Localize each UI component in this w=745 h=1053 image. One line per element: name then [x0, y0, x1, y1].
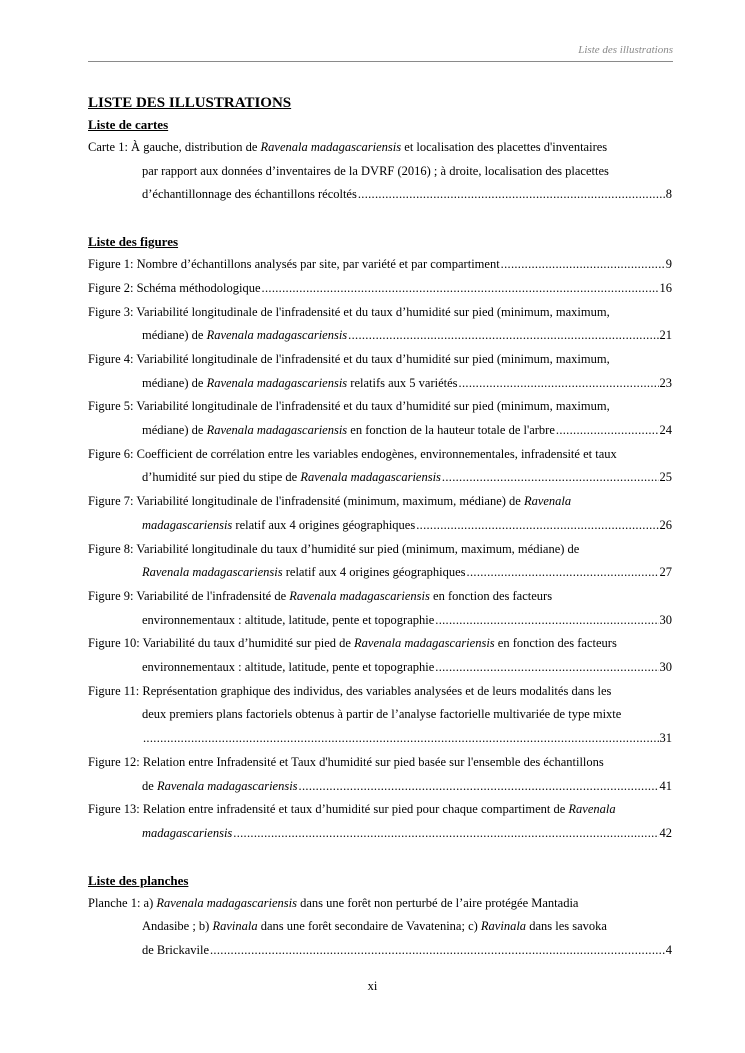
species-name: Ravenala madagascariensis: [206, 328, 348, 343]
toc-section: [88, 114, 672, 207]
entry-line: [88, 703, 672, 727]
entry-text-segment: deux premiers plans factoriels obtenus à partir de l’analyse factorielle multivariée de type mixte: [142, 707, 622, 722]
entry-text: [142, 419, 555, 443]
entry-text-segment: en fonction de la hauteur totale de l'arbre: [347, 423, 555, 438]
entry-text-segment: dans une forêt secondaire de Vavatenina; c): [257, 919, 481, 934]
entry-text-segment: Figure 2: Schéma méthodologique: [88, 280, 261, 295]
species-name: Ravenala madagascariensis: [156, 778, 298, 793]
dot-leader: [233, 822, 658, 846]
entry-text: [142, 324, 347, 348]
dot-leader: [143, 727, 659, 751]
entry-text-segment: d’humidité sur pied du stipe de: [142, 470, 301, 485]
toc-entry[interactable]: [88, 253, 672, 277]
entry-line: [88, 253, 672, 277]
section-spacer: [88, 846, 672, 870]
dot-leader: [262, 277, 659, 301]
toc-entry[interactable]: [88, 277, 672, 301]
toc-entry[interactable]: [88, 751, 672, 798]
entry-line: [88, 680, 672, 704]
entry-text: [88, 253, 500, 277]
dot-leader: [348, 324, 658, 348]
entry-text-segment: dans une forêt non perturbé de l’aire protégée Mantadia: [297, 895, 579, 910]
species-name: Ravenala madagascariensis: [300, 470, 441, 485]
entry-line: [88, 727, 672, 751]
entry-text: [142, 939, 209, 963]
entry-page-number: 9: [665, 257, 672, 272]
entry-line: [88, 822, 672, 846]
entry-line: [88, 751, 672, 775]
section-heading: Liste de cartes: [88, 117, 169, 132]
entry-line: [88, 301, 672, 325]
entry-text-segment: Figure 5: Variabilité longitudinale de l'infradensité et du taux d’humidité sur pied (minimum, maximum,: [88, 399, 610, 414]
entry-line: [88, 632, 672, 656]
dot-leader: [210, 939, 665, 963]
entry-text: [142, 514, 415, 538]
entry-line: [88, 775, 672, 799]
entry-line: [88, 609, 672, 633]
entry-text-segment: Planche 1: a): [88, 895, 157, 910]
entry-text: [142, 372, 458, 396]
dot-leader: [435, 656, 658, 680]
header-rule: [88, 61, 673, 62]
entry-text-segment: et localisation des placettes d'inventaires: [401, 140, 608, 154]
entry-page-number: 25: [659, 470, 672, 485]
entry-line: [88, 136, 672, 160]
entry-text-segment: relatif aux 4 origines géographiques: [282, 565, 466, 580]
dot-leader: [556, 419, 659, 443]
species-name: Ravenala: [523, 494, 572, 509]
entry-page-number: 41: [659, 778, 672, 793]
species-name: Ravenala madagascariensis: [142, 565, 283, 580]
entry-text-segment: Figure 3: Variabilité longitudinale de l'infradensité et du taux d’humidité sur pied (minimum, maximum,: [88, 304, 610, 319]
toc-section: [88, 207, 672, 846]
dot-leader: [459, 372, 659, 396]
entry-text-segment: par rapport aux données d’inventaires de la DVRF (2016) ; à droite, localisation des placettes: [142, 163, 609, 178]
entry-line: [88, 395, 672, 419]
toc-content: [88, 92, 672, 963]
species-name: Ravenala madagascariensis: [260, 140, 402, 154]
entry-line: [88, 183, 672, 207]
entry-text-segment: d’échantillonnage des échantillons récoltés: [142, 187, 357, 202]
entry-page-number: 42: [659, 825, 672, 840]
entry-text-segment: médiane) de: [142, 423, 207, 438]
entry-line: [88, 419, 672, 443]
dot-leader: [442, 466, 659, 490]
entry-text-segment: relatifs aux 5 variétés: [347, 375, 458, 390]
entry-page-number: 26: [659, 517, 672, 532]
entry-page-number: 4: [665, 943, 672, 958]
toc-entry[interactable]: [88, 585, 672, 632]
entry-text: [142, 561, 466, 585]
entry-text-segment: dans les savoka: [526, 919, 607, 934]
section-heading: Liste des figures: [88, 234, 179, 250]
species-name: Ravinala: [480, 919, 527, 934]
entry-text-segment: Figure 7: Variabilité longitudinale de l'infradensité (minimum, maximum, médiane) de: [88, 494, 524, 509]
toc-entry[interactable]: [88, 490, 672, 537]
entry-page-number: 16: [659, 280, 672, 295]
entry-text-segment: en fonction des facteurs: [494, 636, 617, 651]
entry-text-segment: de Brickavile: [142, 943, 209, 958]
entry-line: [88, 915, 672, 939]
entry-line: [88, 324, 672, 348]
species-name: Ravenala madagascariensis: [289, 588, 430, 603]
species-name: Ravenala madagascariensis: [354, 636, 495, 651]
entry-line: [88, 514, 672, 538]
entry-text-segment: environnementaux : altitude, latitude, pente et topographie: [142, 612, 435, 627]
toc-entry[interactable]: [88, 443, 672, 490]
entry-text-segment: Figure 8: Variabilité longitudinale du taux d’humidité sur pied (minimum, maximum, médiane) de: [88, 541, 580, 556]
entry-text-segment: Figure 10: Variabilité du taux d’humidité sur pied de: [88, 636, 355, 651]
entry-line: [88, 939, 672, 963]
toc-sections: [88, 114, 672, 963]
entry-text-segment: Andasibe ; b): [142, 919, 213, 934]
dot-leader: [501, 253, 665, 277]
entry-page-number: 24: [659, 423, 672, 438]
entry-text-segment: Figure 13: Relation entre infradensité et taux d’humidité sur pied pour chaque compartiment de: [88, 802, 569, 817]
dot-leader: [299, 775, 659, 799]
toc-entry[interactable]: [88, 632, 672, 679]
species-name: madagascariensis: [142, 825, 233, 840]
entry-line: [88, 348, 672, 372]
entry-text-segment: médiane) de: [142, 328, 207, 343]
entry-text-segment: Figure 11: Représentation graphique des individus, des variables analysées et de leurs modalités dans les: [88, 683, 612, 698]
entry-text: [142, 609, 434, 633]
entry-line: [88, 372, 672, 396]
entry-text: [142, 822, 232, 846]
entry-text-segment: médiane) de: [142, 375, 207, 390]
entry-line: [88, 160, 672, 184]
entry-text-segment: Carte 1: À gauche, distribution de: [88, 140, 261, 154]
entry-line: [88, 538, 672, 562]
entry-text-segment: en fonction des facteurs: [429, 588, 553, 603]
entry-line: [88, 277, 672, 301]
entry-page-number: 21: [659, 328, 672, 343]
entry-page-number: 30: [659, 612, 672, 627]
entry-text: [142, 656, 434, 680]
entry-text: [142, 775, 298, 799]
species-name: madagascariensis: [142, 517, 233, 532]
entry-text-segment: Figure 6: Coefficient de corrélation entre les variables endogènes, environnementales, infradensité et taux: [88, 446, 617, 461]
dot-leader: [416, 514, 658, 538]
entry-line: [88, 443, 672, 467]
entry-line: [88, 466, 672, 490]
entry-line: [88, 490, 672, 514]
toc-entry[interactable]: [88, 892, 672, 963]
toc-entry[interactable]: [88, 798, 672, 845]
toc-entry[interactable]: [88, 301, 672, 348]
entry-line: [88, 561, 672, 585]
toc-section: [88, 846, 672, 963]
toc-entry[interactable]: [88, 348, 672, 395]
species-name: Ravenala madagascariensis: [156, 895, 297, 910]
entry-page-number: 27: [659, 565, 672, 580]
entry-line: [88, 892, 672, 916]
entry-text-segment: Figure 1: Nombre d’échantillons analysés par site, par variété et par compartiment: [88, 257, 500, 272]
entry-text-segment: de: [142, 778, 157, 793]
dot-leader: [358, 183, 665, 207]
species-name: Ravenala madagascariensis: [206, 423, 348, 438]
species-name: Ravenala madagascariensis: [206, 375, 348, 390]
section-heading: Liste des planches: [88, 872, 189, 888]
toc-entry[interactable]: [88, 680, 672, 751]
entry-page-number: 8: [665, 187, 672, 202]
entry-text-segment: Figure 12: Relation entre Infradensité et Taux d'humidité sur pied basée sur l'ensemble des échantillons: [88, 754, 604, 769]
entry-text-segment: environnementaux : altitude, latitude, pente et topographie: [142, 660, 435, 675]
section-spacer: [88, 207, 672, 231]
toc-entry[interactable]: [88, 395, 672, 442]
entry-page-number: 30: [659, 660, 672, 675]
entry-text: [142, 183, 357, 207]
entry-text-segment: Figure 4: Variabilité longitudinale de l'infradensité et du taux d’humidité sur pied (minimum, maximum,: [88, 351, 610, 366]
toc-entry[interactable]: [88, 136, 672, 207]
running-header: Liste des illustrations: [578, 44, 673, 56]
entry-page-number: 23: [659, 375, 672, 390]
entry-text: [142, 466, 441, 490]
entry-text-segment: Figure 9: Variabilité de l'infradensité de: [88, 588, 290, 603]
entry-text: [88, 277, 261, 301]
toc-entry[interactable]: [88, 538, 672, 585]
species-name: Ravenala: [568, 802, 616, 817]
dot-leader: [467, 561, 659, 585]
document-title: LISTE DES ILLUSTRATIONS: [88, 95, 292, 111]
entry-line: [88, 798, 672, 822]
entry-line: [88, 585, 672, 609]
dot-leader: [435, 609, 658, 633]
entry-line: [88, 656, 672, 680]
entry-text-segment: relatif aux 4 origines géographiques: [232, 517, 416, 532]
species-name: Ravinala: [212, 919, 258, 934]
entry-page-number: 31: [659, 731, 672, 746]
page-number: xi: [367, 979, 378, 993]
